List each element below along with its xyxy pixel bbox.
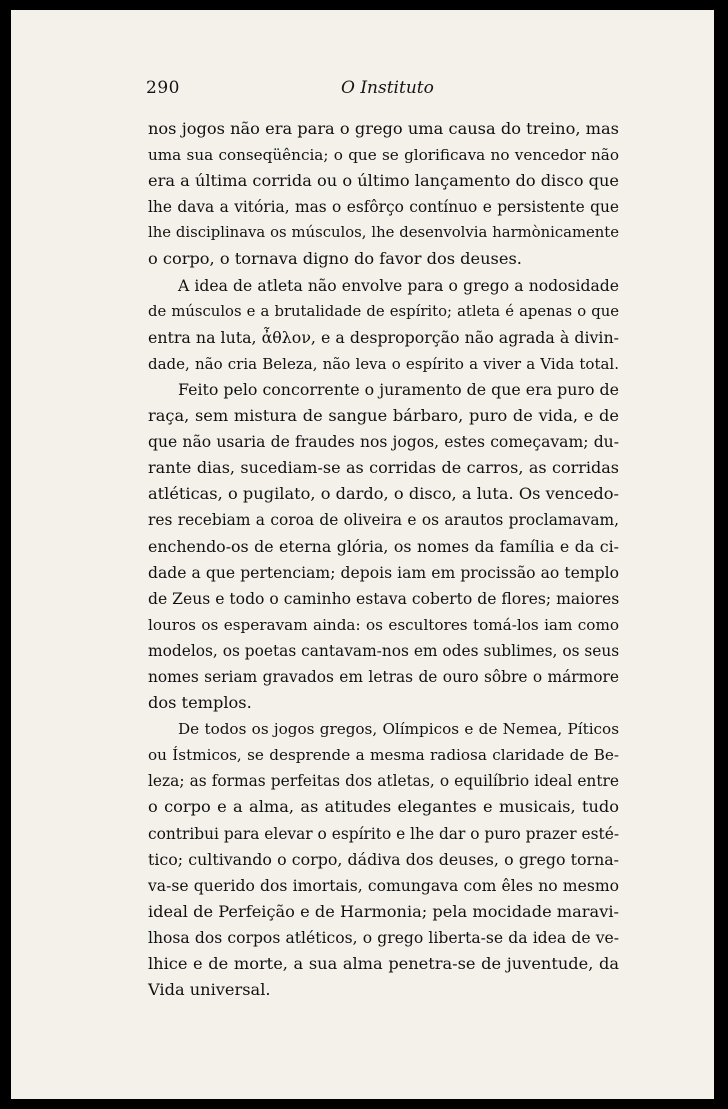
text-line: o corpo, o tornava digno do favor dos deuses. bbox=[148, 249, 522, 269]
text-line: rante dias, sucediam-se as corridas de carros, as corridas bbox=[148, 458, 619, 478]
text-line: lhice e de morte, a sua alma penetra-se de juventude, da bbox=[148, 954, 619, 973]
text-line: lhe disciplinava os músculos, lhe desenvolvia harmònicamente bbox=[148, 224, 619, 242]
text-line: era a última corrida ou o último lançamento do disco que bbox=[148, 171, 619, 191]
text-line: raça, sem mistura de sangue bárbaro, puro de vida, e de bbox=[148, 406, 619, 426]
text-line: que não usaria de fraudes nos jogos, estes começavam; du- bbox=[148, 433, 619, 452]
book-page bbox=[11, 10, 714, 1099]
text-line: res recebiam a coroa de oliveira e os arautos proclamavam, bbox=[148, 511, 619, 530]
text-line: De todos os jogos gregos, Olímpicos e de Nemea, Píticos bbox=[178, 720, 619, 739]
text-line: o corpo e a alma, as atitudes elegantes e musicais, tudo bbox=[148, 797, 619, 817]
running-title: O Instituto bbox=[341, 78, 434, 98]
text-line: nomes seriam gravados em letras de ouro sôbre o mármore bbox=[148, 667, 619, 686]
text-line: nos jogos não era para o grego uma causa do treino, mas bbox=[148, 119, 619, 138]
text-line: Feito pelo concorrente o juramento de que era puro de bbox=[178, 379, 619, 399]
text-line: enchendo-os de eterna glória, os nomes da família e da ci- bbox=[148, 536, 619, 556]
text-line: tico; cultivando o corpo, dádiva dos deuses, o grego torna- bbox=[148, 849, 619, 869]
page-header bbox=[146, 78, 616, 104]
text-line: lhosa dos corpos atléticos, o grego liberta-se da idea de ve- bbox=[148, 928, 619, 947]
text-line: de Zeus e todo o caminho estava coberto de flores; maiores bbox=[148, 589, 620, 608]
page-number: 290 bbox=[146, 78, 180, 98]
text-line: contribui para elevar o espírito e lhe dar o puro prazer esté- bbox=[148, 824, 620, 843]
text-line: de músculos e a brutalidade de espírito; atleta é apenas o que bbox=[148, 302, 619, 320]
text-line: dade a que pertenciam; depois iam em procissão ao templo bbox=[148, 563, 619, 582]
text-line: Vida universal. bbox=[148, 980, 271, 1000]
body-text bbox=[148, 116, 619, 1003]
text-line: dos templos. bbox=[148, 693, 252, 713]
text-line: ideal de Perfeição e de Harmonia; pela mocidade maravi- bbox=[148, 901, 619, 921]
text-line: va-se querido dos imortais, comungava com êles no mesmo bbox=[148, 876, 619, 895]
text-line: entra na luta, ἆθλον, e a desproporção não agrada à divin- bbox=[148, 327, 619, 347]
text-line: atléticas, o pugilato, o dardo, o disco, a luta. Os vencedo- bbox=[148, 484, 619, 504]
text-line: modelos, os poetas cantavam-nos em odes sublimes, os seus bbox=[148, 641, 620, 660]
text-line: leza; as formas perfeitas dos atletas, o equilíbrio ideal entre bbox=[148, 772, 619, 791]
text-line: lhe dava a vitória, mas o esfôrço contínuo e persistente que bbox=[148, 198, 619, 217]
text-line: ou Ístmicos, se desprende a mesma radiosa claridade de Be- bbox=[148, 746, 619, 765]
text-line: louros os esperavam ainda: os escultores tomá-los iam como bbox=[148, 615, 619, 634]
text-line: A idea de atleta não envolve para o grego a nodosidade bbox=[178, 276, 619, 295]
text-line: dade, não cria Beleza, não leva o espírito a viver a Vida total. bbox=[148, 354, 619, 373]
text-line: uma sua conseqüência; o que se glorificava no vencedor não bbox=[148, 146, 619, 165]
